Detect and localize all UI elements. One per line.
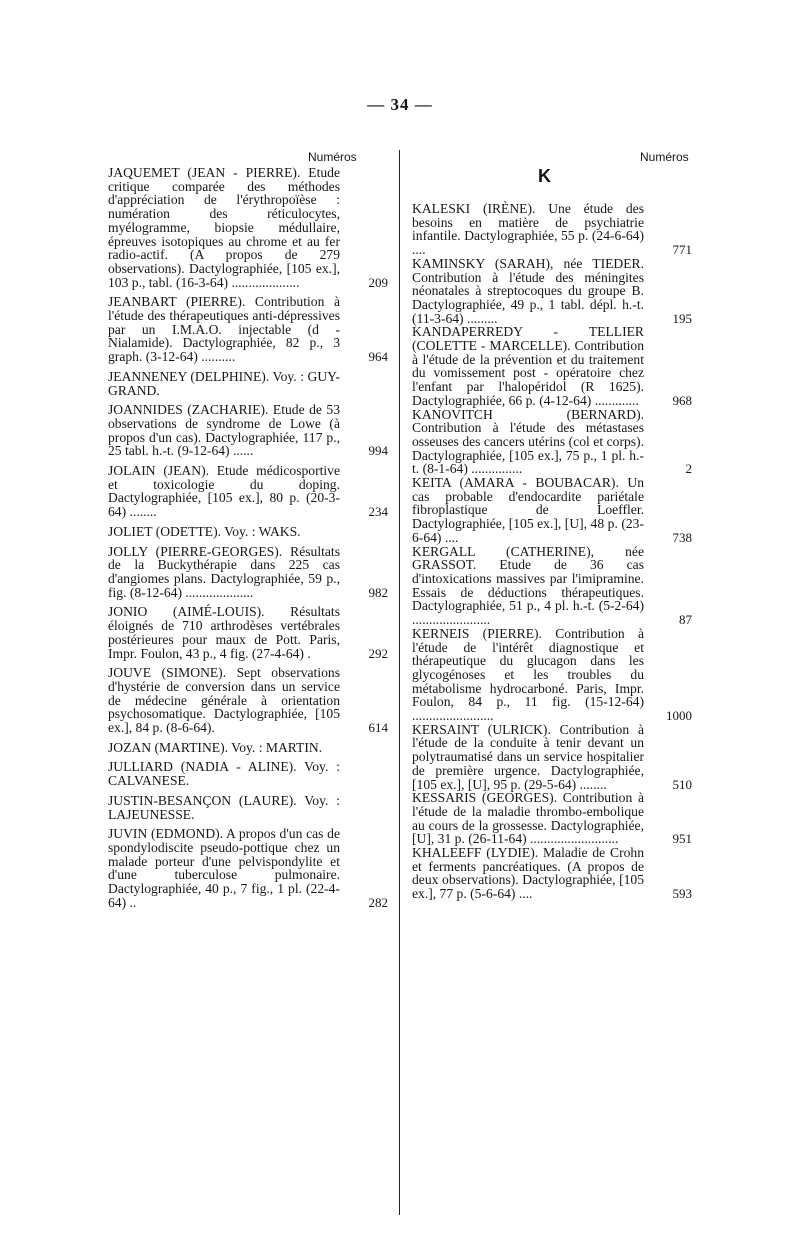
page-number: — 34 — <box>367 95 433 114</box>
entry-number: 982 <box>368 584 388 600</box>
entry <box>412 627 692 723</box>
entry-text: JULLIARD (NADIA - ALINE). Voy. : CALVANESE. <box>108 759 340 789</box>
entry-number: 1000 <box>666 708 692 724</box>
entry-text: JOLAIN (JEAN). Etude médicosportive et toxicologie du doping. Dactylographiée, [105 ex.], 80 p. (20-3-64) ........ <box>108 463 340 520</box>
entry-number: 234 <box>368 504 388 520</box>
entry-text: JAQUEMET (JEAN - PIERRE). Etude critique comparée des méthodes d'appréciation de l'érythropoïèse : numération des réticulocytes, myélogramme, biopsie médullaire, épreuves isotopiques au chrome et au fer radio-actif. (A propos de 279 observations). Dactylographiée, [105 ex.], 103 p., tabl. (16-3-64) .................... <box>108 165 340 290</box>
entry-text: KERSAINT (ULRICK). Contribution à l'étude de la conduite à tenir devant un polytraumatisé dans un service hospitalier de première urgence. Dactylographiée, [105 ex.], [U], 95 p. (29-5-64) ........ <box>412 721 644 792</box>
entry <box>108 545 388 600</box>
column-header-left: Numéros <box>308 150 357 164</box>
section-letter: K <box>538 166 551 186</box>
entry-text: KESSARIS (GEORGES). Contribution à l'étude de la maladie thrombo-embolique au cours de la grossesse. Dactylographiée, [U], 31 p. (26-11-64) .......................... <box>412 790 644 847</box>
entry <box>108 741 388 755</box>
entry-text: JEANBART (PIERRE). Contribution à l'étude des thérapeutiques anti-dépressives par un I.M.A.O. injectable (d - Nialamide). Dactylographiée, 82 p., 3 graph. (3-12-64) .......... <box>108 294 340 365</box>
entry-text: JEANNENEY (DELPHINE). Voy. : GUY-GRAND. <box>108 368 340 398</box>
entry <box>108 794 388 821</box>
entry-number: 771 <box>672 242 692 258</box>
entry-text: KERGALL (CATHERINE), née GRASSOT. Etude de 36 cas d'intoxications massives par l'imipramine. Essais de déductions thérapeutiques. Dactylographiée, 51 p., 4 pl. h.-t. (5-2-64) ....................... <box>412 543 644 628</box>
entry <box>412 545 692 627</box>
entry-text: JOANNIDES (ZACHARIE). Etude de 53 observations de syndrome de Lowe (à propos d'un cas). Dactylographiée, 117 p., 25 tabl. h.-t. (9-12-64) ...... <box>108 402 340 459</box>
entry-text: KALESKI (IRÈNE). Une étude des besoins en matière de psychiatrie infantile. Dactylographiée, 55 p. (24-6-64) .... <box>412 201 644 258</box>
entry-text: JUSTIN-BESANÇON (LAURE). Voy. : LAJEUNESSE. <box>108 792 340 822</box>
entry <box>108 760 388 787</box>
entry-text: JOLLY (PIERRE-GEORGES). Résultats de la Buckythérapie dans 225 cas d'angiomes plans. Dactylographiée, 59 p., fig. (8-12-64) .................... <box>108 543 340 600</box>
entry-number: 195 <box>672 310 692 326</box>
entry <box>108 370 388 397</box>
entry-text: JOZAN (MARTINE). Voy. : MARTIN. <box>108 739 323 755</box>
entry-text: JOUVE (SIMONE). Sept observations d'hystérie de conversion dans un service de médecine générale à orientation psychosomatique. Dactylographiée, [105 ex.], 84 p. (8-6-64). <box>108 665 340 736</box>
entry-text: KHALEEFF (LYDIE). Maladie de Crohn et ferments pancréatiques. (A propos de deux observations). Dactylographiée, [105 ex.], 77 p. (5-6-64) .... <box>412 845 644 902</box>
entry-number: 87 <box>679 612 692 628</box>
entry-number: 282 <box>368 894 388 910</box>
entry-number: 994 <box>368 443 388 459</box>
entry-number: 510 <box>672 776 692 792</box>
entry-number: 968 <box>672 392 692 408</box>
entry-text: KEITA (AMARA - BOUBACAR). Un cas probable d'endocardite pariétale fibroplastique de Loeffler. Dactylographiée, [105 ex.], [U], 48 p. (23-6-64) .... <box>412 475 644 545</box>
entry-number: 951 <box>672 831 692 847</box>
entry-number: 614 <box>368 720 388 736</box>
entry <box>108 166 388 289</box>
entry-text: KAMINSKY (SARAH), née TIEDER. Contribution à l'étude des méningites néonatales à streptocoques du groupe B. Dactylographiée, 49 p., 1 tabl. dépl. h.-t. (11-3-64) ......... <box>412 255 644 326</box>
column-header-right: Numéros <box>640 150 689 164</box>
entry-number: 964 <box>368 349 388 365</box>
entry <box>108 403 388 458</box>
entry-number: 738 <box>672 529 692 545</box>
entry <box>412 408 692 477</box>
entry <box>108 827 388 909</box>
column-divider <box>399 150 400 1215</box>
right-column <box>412 202 692 901</box>
left-column <box>108 166 388 915</box>
entry <box>108 666 388 735</box>
entry <box>108 525 388 539</box>
entry <box>412 325 692 407</box>
entry <box>108 605 388 660</box>
entry-text: JUVIN (EDMOND). A propos d'un cas de spondylodiscite pseudo-pottique chez un malade porteur d'une pelvispondylite et d'une tuberculose pulmonaire. Dactylographiée, 40 p., 7 fig., 1 pl. (22-4-64) .. <box>108 826 340 910</box>
entry-text: KANDAPERREDY - TELLIER (COLETTE - MARCELLE). Contribution à l'étude de la prévention et du traitement du vomissement post - opératoire chez l'enfant par l'halopéridol (R 1625). Dactylographiée, 66 p. (4-12-64) ............. <box>412 324 644 408</box>
entry-number: 2 <box>685 461 692 477</box>
entry-text: JONIO (AIMÉ-LOUIS). Résultats éloignés de 710 arthrodèses vertébrales postérieures pour maux de Pott. Paris, Impr. Foulon, 43 p., 4 fig. (27-4-64) . <box>108 604 340 661</box>
entry-number: 209 <box>368 274 388 290</box>
entry-number: 593 <box>672 886 692 902</box>
entry-text: KERNEIS (PIERRE). Contribution à l'étude de l'intérêt diagnostique et thérapeutique du glucagon dans les glycogénoses et les troubles du métabolisme hydrocarboné. Paris, Impr. Foulon, 84 p., 11 fig. (15-12-64) ........................ <box>412 625 644 724</box>
entry <box>108 464 388 519</box>
entry-text: JOLIET (ODETTE). Voy. : WAKS. <box>108 523 301 539</box>
entry-text: KANOVITCH (BERNARD). Contribution à l'étude des métastases osseuses des cancers utérins (col et corps). Dactylographiée, [105 ex.], 75 p., 1 pl. h.-t. (8-1-64) ............... <box>412 406 644 477</box>
entry <box>412 202 692 257</box>
entry <box>412 791 692 846</box>
entry <box>412 846 692 901</box>
entry <box>412 476 692 545</box>
entry <box>412 723 692 792</box>
entry <box>412 257 692 326</box>
entry <box>108 295 388 364</box>
entry-number: 292 <box>368 645 388 661</box>
